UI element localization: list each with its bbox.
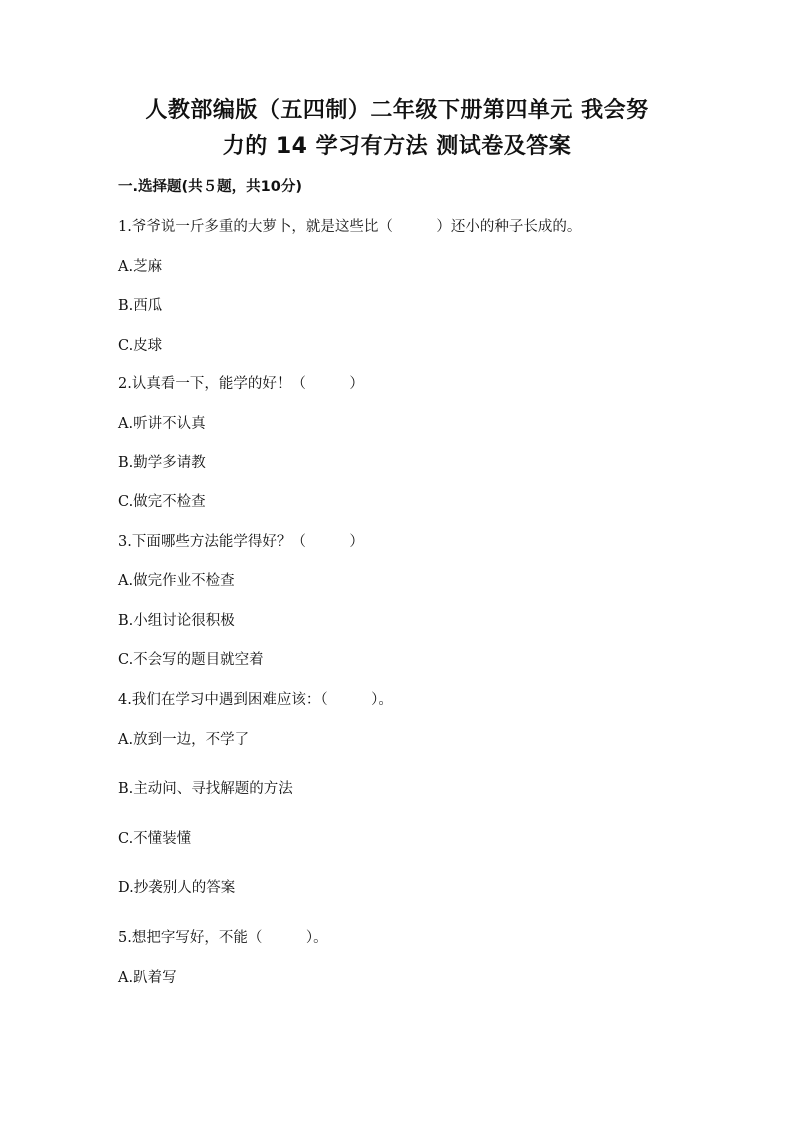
question-1-option-b: B.西瓜 [118,298,163,314]
question-4-stem: 4.我们在学习中遇到困难应该：（ ）。 [118,692,393,708]
question-4-option-d: D.抄袭别人的答案 [118,880,236,896]
question-4-option-a: A.放到一边，不学了 [118,732,250,748]
document-title-line-2: 力的 14 学习有方法 测试卷及答案 [222,134,572,159]
question-1-option-a: A.芝麻 [118,259,163,275]
question-4-option-b: B.主动问、寻找解题的方法 [118,781,293,797]
question-1-option-c: C.皮球 [118,338,163,354]
section-heading: 一.选择题(共５题，共10分) [118,179,302,195]
question-3-stem: 3.下面哪些方法能学得好？（ ） [118,534,364,550]
question-3-option-a: A.做完作业不检查 [118,573,235,589]
question-2-option-b: B.勤学多请教 [118,455,206,471]
question-3-option-c: C.不会写的题目就空着 [118,652,264,668]
question-3-option-b: B.小组讨论很积极 [118,613,235,629]
question-2-option-a: A.听讲不认真 [118,416,206,432]
question-1-stem: 1.爷爷说一斤多重的大萝卜，就是这些比（ ）还小的种子长成的。 [118,219,582,235]
question-4-option-c: C.不懂装懂 [118,831,192,847]
document-title-line-1: 人教部编版（五四制）二年级下册第四单元 我会努 [145,98,649,123]
question-5-option-a: A.趴着写 [118,970,177,986]
question-5-stem: 5.想把字写好，不能（ ）。 [118,930,328,946]
question-2-stem: 2.认真看一下，能学的好！（ ） [118,376,364,392]
question-2-option-c: C.做完不检查 [118,494,206,510]
